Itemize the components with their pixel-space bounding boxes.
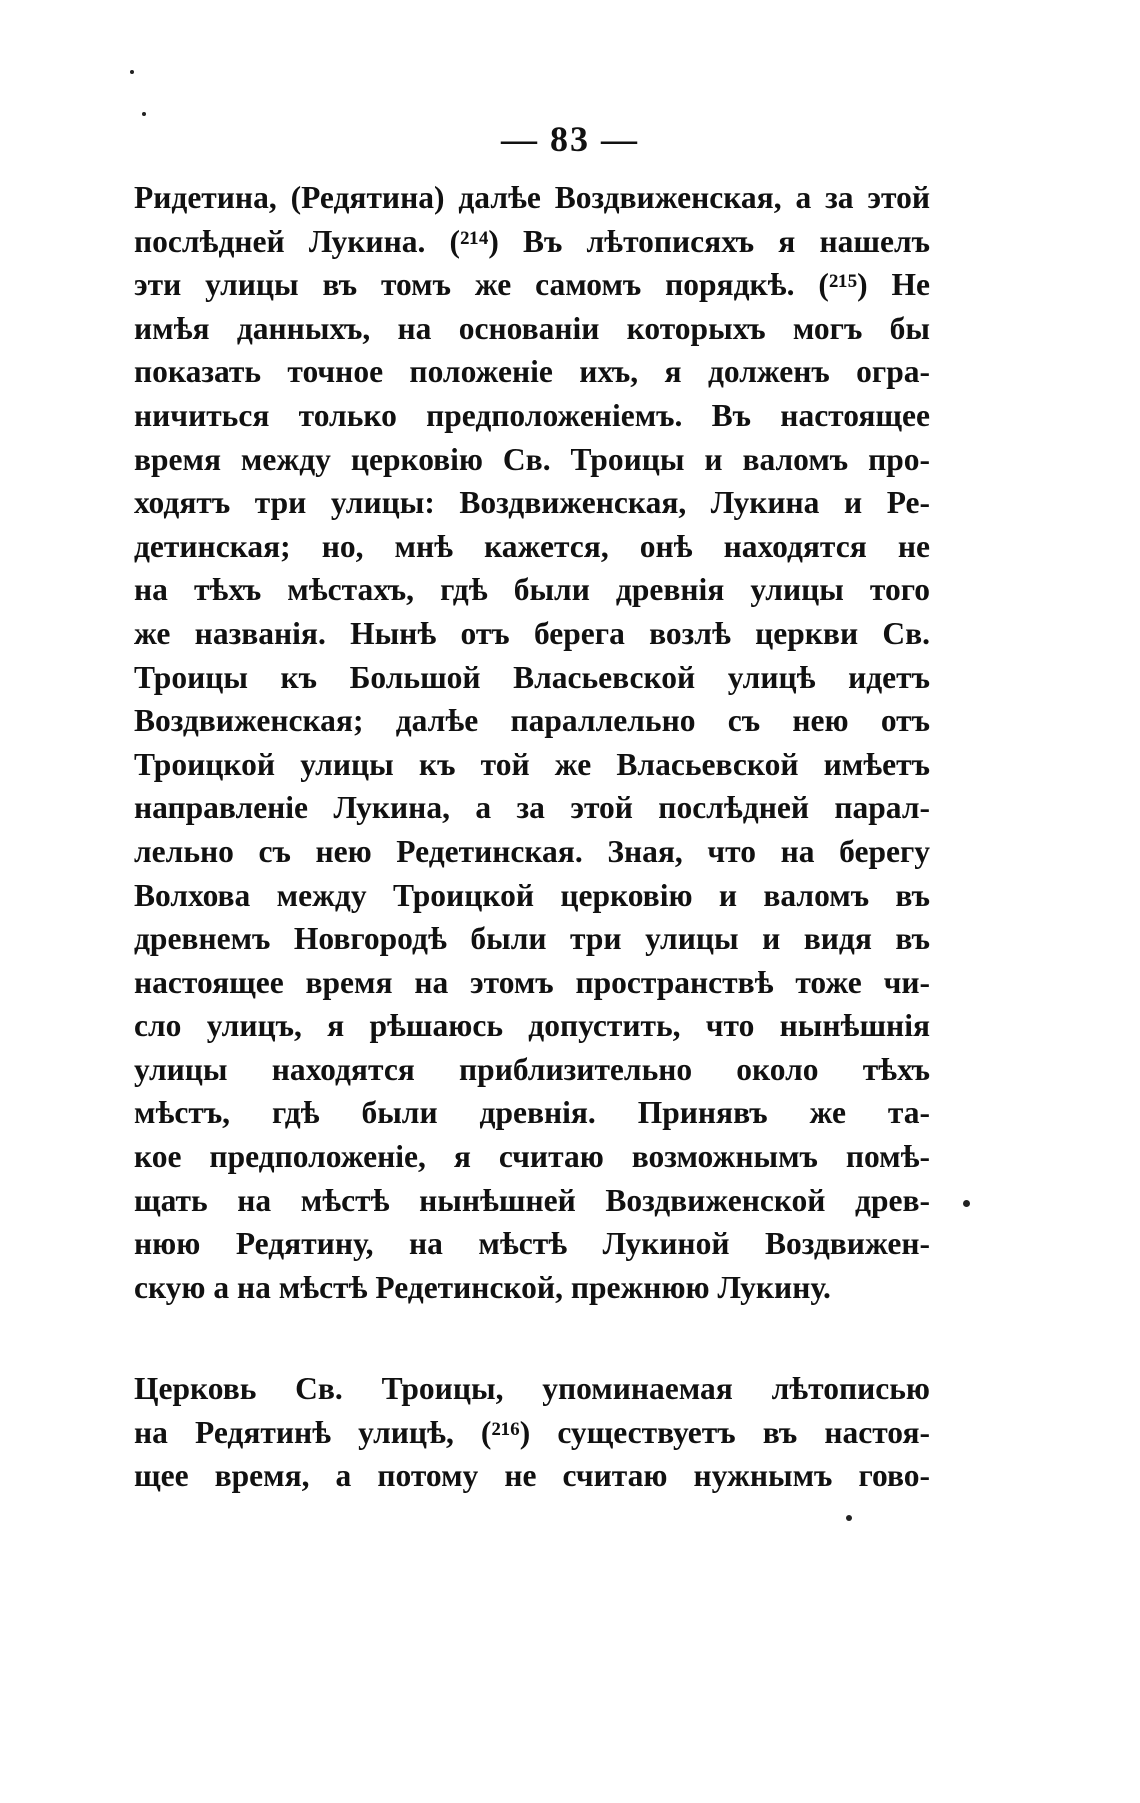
ink-speck bbox=[142, 112, 146, 116]
text-line: ходятъ три улицы: Воздвиженская, Лукина и Ре- bbox=[134, 485, 930, 521]
text-line: скую а на мѣстѣ Редетинской, прежнюю Лукину. bbox=[134, 1269, 831, 1305]
text-line: кое предположеніе, я считаю возможнымъ помѣ- bbox=[134, 1139, 930, 1175]
text-line: лельно съ нею Редетинская. Зная, что на берегу bbox=[134, 833, 930, 869]
text-line: Ридетина, (Редятина) далѣе Воздвиженская, а за этой bbox=[134, 180, 930, 215]
text-line: древнемъ Новгородѣ были три улицы и видя въ bbox=[134, 921, 930, 957]
text-line: мѣстъ, гдѣ были древнія. Принявъ же та- bbox=[134, 1095, 930, 1131]
ink-speck bbox=[130, 70, 134, 74]
text-line: на Редятинѣ улицѣ, (²¹⁶) существуетъ въ настоя- bbox=[134, 1414, 930, 1450]
text-line: Троицкой улицы къ той же Власьевской имѣетъ bbox=[134, 746, 930, 782]
text-line: время между церковію Св. Троицы и валомъ про- bbox=[134, 441, 930, 477]
text-line: показать точное положеніе ихъ, я долженъ огра- bbox=[134, 354, 930, 390]
text-line: нюю Редятину, на мѣстѣ Лукиной Воздвижен- bbox=[134, 1226, 930, 1262]
text-line: настоящее время на этомъ пространствѣ тоже чи- bbox=[134, 964, 930, 1000]
text-line: направленіе Лукина, а за этой послѣдней парал- bbox=[134, 790, 930, 826]
text-line: улицы находятся приблизительно около тѣхъ bbox=[134, 1051, 930, 1087]
text-line: щее время, а потому не считаю нужнымъ гово- bbox=[134, 1458, 930, 1494]
text-line: Церковь Св. Троицы, упоминаемая лѣтописью bbox=[134, 1371, 930, 1406]
text-line: Троицы къ Большой Власьевской улицѣ идетъ bbox=[134, 659, 930, 695]
text-line: же названія. Нынѣ отъ берега возлѣ церкви Св. bbox=[134, 615, 930, 651]
page-number: — 83 — bbox=[501, 119, 639, 159]
ink-speck bbox=[963, 1200, 970, 1207]
text-line: эти улицы въ томъ же самомъ порядкѣ. (²¹⁵) Не bbox=[134, 267, 930, 303]
text-line: Воздвиженская; далѣе параллельно съ нею отъ bbox=[134, 703, 930, 739]
text-line: ничиться только предположеніемъ. Въ настоящее bbox=[134, 397, 930, 433]
text-line: щать на мѣстѣ нынѣшней Воздвиженской древ- bbox=[134, 1182, 930, 1218]
paragraph-1 bbox=[134, 176, 930, 1309]
text-line: послѣдней Лукина. (²¹⁴) Въ лѣтописяхъ я нашелъ bbox=[134, 223, 930, 259]
text-line: сло улицъ, я рѣшаюсь допустить, что нынѣшнія bbox=[134, 1008, 930, 1044]
text-line: детинская; но, мнѣ кажется, онѣ находятся не bbox=[134, 528, 930, 564]
ink-speck bbox=[846, 1515, 852, 1521]
text-line: Волхова между Троицкой церковію и валомъ въ bbox=[134, 877, 930, 913]
paragraph-2 bbox=[134, 1367, 930, 1498]
text-line: имѣя данныхъ, на основаніи которыхъ могъ бы bbox=[134, 310, 930, 346]
text-line: на тѣхъ мѣстахъ, гдѣ были древнія улицы того bbox=[134, 572, 930, 608]
